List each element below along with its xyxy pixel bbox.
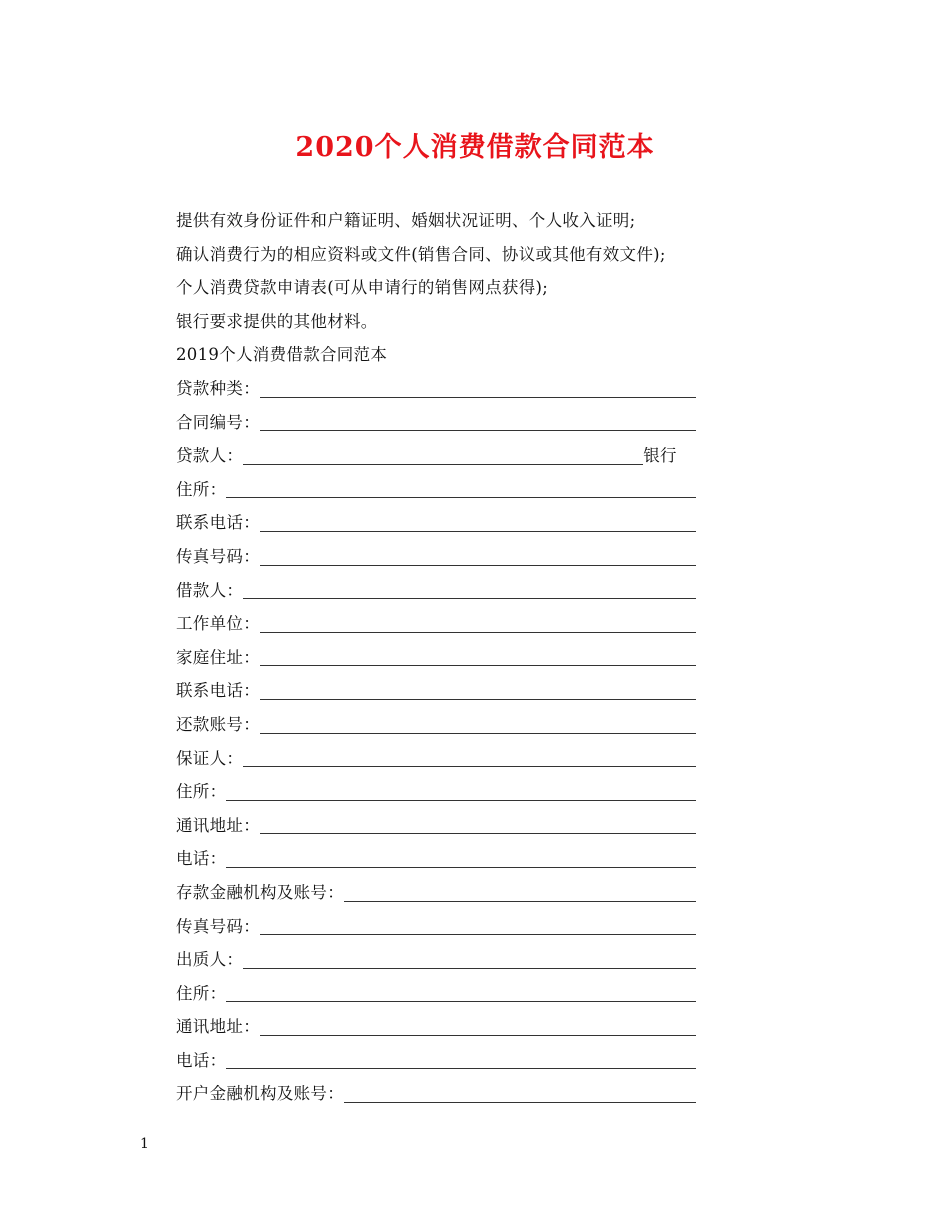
field-label: 还款账号： xyxy=(176,714,260,734)
field-label: 通讯地址： xyxy=(176,815,260,835)
field-label: 通讯地址： xyxy=(176,1017,260,1037)
field-label: 传真号码： xyxy=(176,546,260,566)
fill-in-blank-line xyxy=(260,698,696,700)
field-label: 住所： xyxy=(176,782,227,802)
field-label: 住所： xyxy=(176,983,227,1003)
field-label: 工作单位： xyxy=(176,614,260,634)
fill-in-blank-line xyxy=(260,933,696,935)
intro-paragraphs xyxy=(176,204,736,372)
form-field-row xyxy=(176,607,696,641)
intro-line: 个人消费贷款申请表(可从申请行的销售网点获得); xyxy=(176,278,549,298)
form-field-row xyxy=(176,742,696,776)
field-label: 住所： xyxy=(176,479,227,499)
field-label: 联系电话： xyxy=(176,681,260,701)
fill-in-blank-line xyxy=(226,1000,696,1002)
field-label: 合同编号： xyxy=(176,412,260,432)
fill-in-blank-line xyxy=(260,429,696,431)
form-field-row xyxy=(176,775,696,809)
field-label: 存款金融机构及账号： xyxy=(176,882,344,902)
form-field-row xyxy=(176,1044,696,1078)
fill-in-blank-line xyxy=(226,496,696,498)
fill-in-blank-line xyxy=(243,765,696,767)
fill-in-blank-line xyxy=(260,732,696,734)
form-field-row xyxy=(176,540,696,574)
document-title: 2020个人消费借款合同范本 xyxy=(295,132,655,163)
form-field-row xyxy=(176,910,696,944)
field-label: 贷款种类： xyxy=(176,379,260,398)
fill-in-blank-line xyxy=(243,463,643,465)
intro-line: 提供有效身份证件和户籍证明、婚姻状况证明、个人收入证明; xyxy=(176,211,636,230)
field-label: 保证人： xyxy=(176,748,244,768)
field-suffix: 银行 xyxy=(643,446,677,466)
form-field-row xyxy=(176,708,696,742)
fill-in-blank-line xyxy=(260,564,696,566)
fill-in-blank-line xyxy=(226,799,696,801)
form-field-row xyxy=(176,406,696,440)
form-field-row xyxy=(176,876,696,910)
fill-in-blank-line xyxy=(260,631,696,633)
form-field-row xyxy=(176,473,696,507)
field-label: 传真号码： xyxy=(176,916,260,936)
contract-subtitle: 2019个人消费借款合同范本 xyxy=(176,345,388,365)
fill-in-blank-line xyxy=(260,1034,696,1036)
field-label: 贷款人： xyxy=(176,446,244,466)
form-field-row xyxy=(176,842,696,876)
form-field-row xyxy=(176,641,696,675)
fill-in-blank-line xyxy=(226,1067,696,1069)
form-field-row xyxy=(176,809,696,843)
form-field-row xyxy=(176,439,696,473)
fill-in-blank-line xyxy=(226,866,696,868)
form-field-row xyxy=(176,977,696,1011)
fill-in-blank-line xyxy=(260,530,696,532)
field-label: 借款人： xyxy=(176,580,244,600)
form-field-row xyxy=(176,372,696,406)
intro-line: 银行要求提供的其他材料。 xyxy=(176,311,378,331)
field-label: 家庭住址： xyxy=(176,647,260,667)
fill-in-blank-line xyxy=(344,900,696,902)
page-number: 1 xyxy=(140,1136,149,1152)
fill-in-blank-line xyxy=(260,832,696,834)
form-field-row xyxy=(176,574,696,608)
fill-in-blank-line xyxy=(243,967,696,969)
field-label: 电话： xyxy=(176,849,227,869)
form-field-row xyxy=(176,506,696,540)
field-label: 联系电话： xyxy=(176,513,260,533)
field-label: 出质人： xyxy=(176,950,244,970)
form-field-row xyxy=(176,1077,696,1111)
form-field-row xyxy=(176,943,696,977)
field-label: 电话： xyxy=(176,1050,227,1070)
fill-in-blank-line xyxy=(344,1101,696,1103)
fill-in-blank-line xyxy=(243,597,696,599)
form-field-row xyxy=(176,1010,696,1044)
fill-in-blank-line xyxy=(260,664,696,666)
intro-line: 确认消费行为的相应资料或文件(销售合同、协议或其他有效文件); xyxy=(176,244,666,264)
field-label: 开户金融机构及账号： xyxy=(176,1084,344,1104)
form-field-row xyxy=(176,674,696,708)
contract-form-fields xyxy=(176,372,696,1111)
fill-in-blank-line xyxy=(260,396,696,398)
